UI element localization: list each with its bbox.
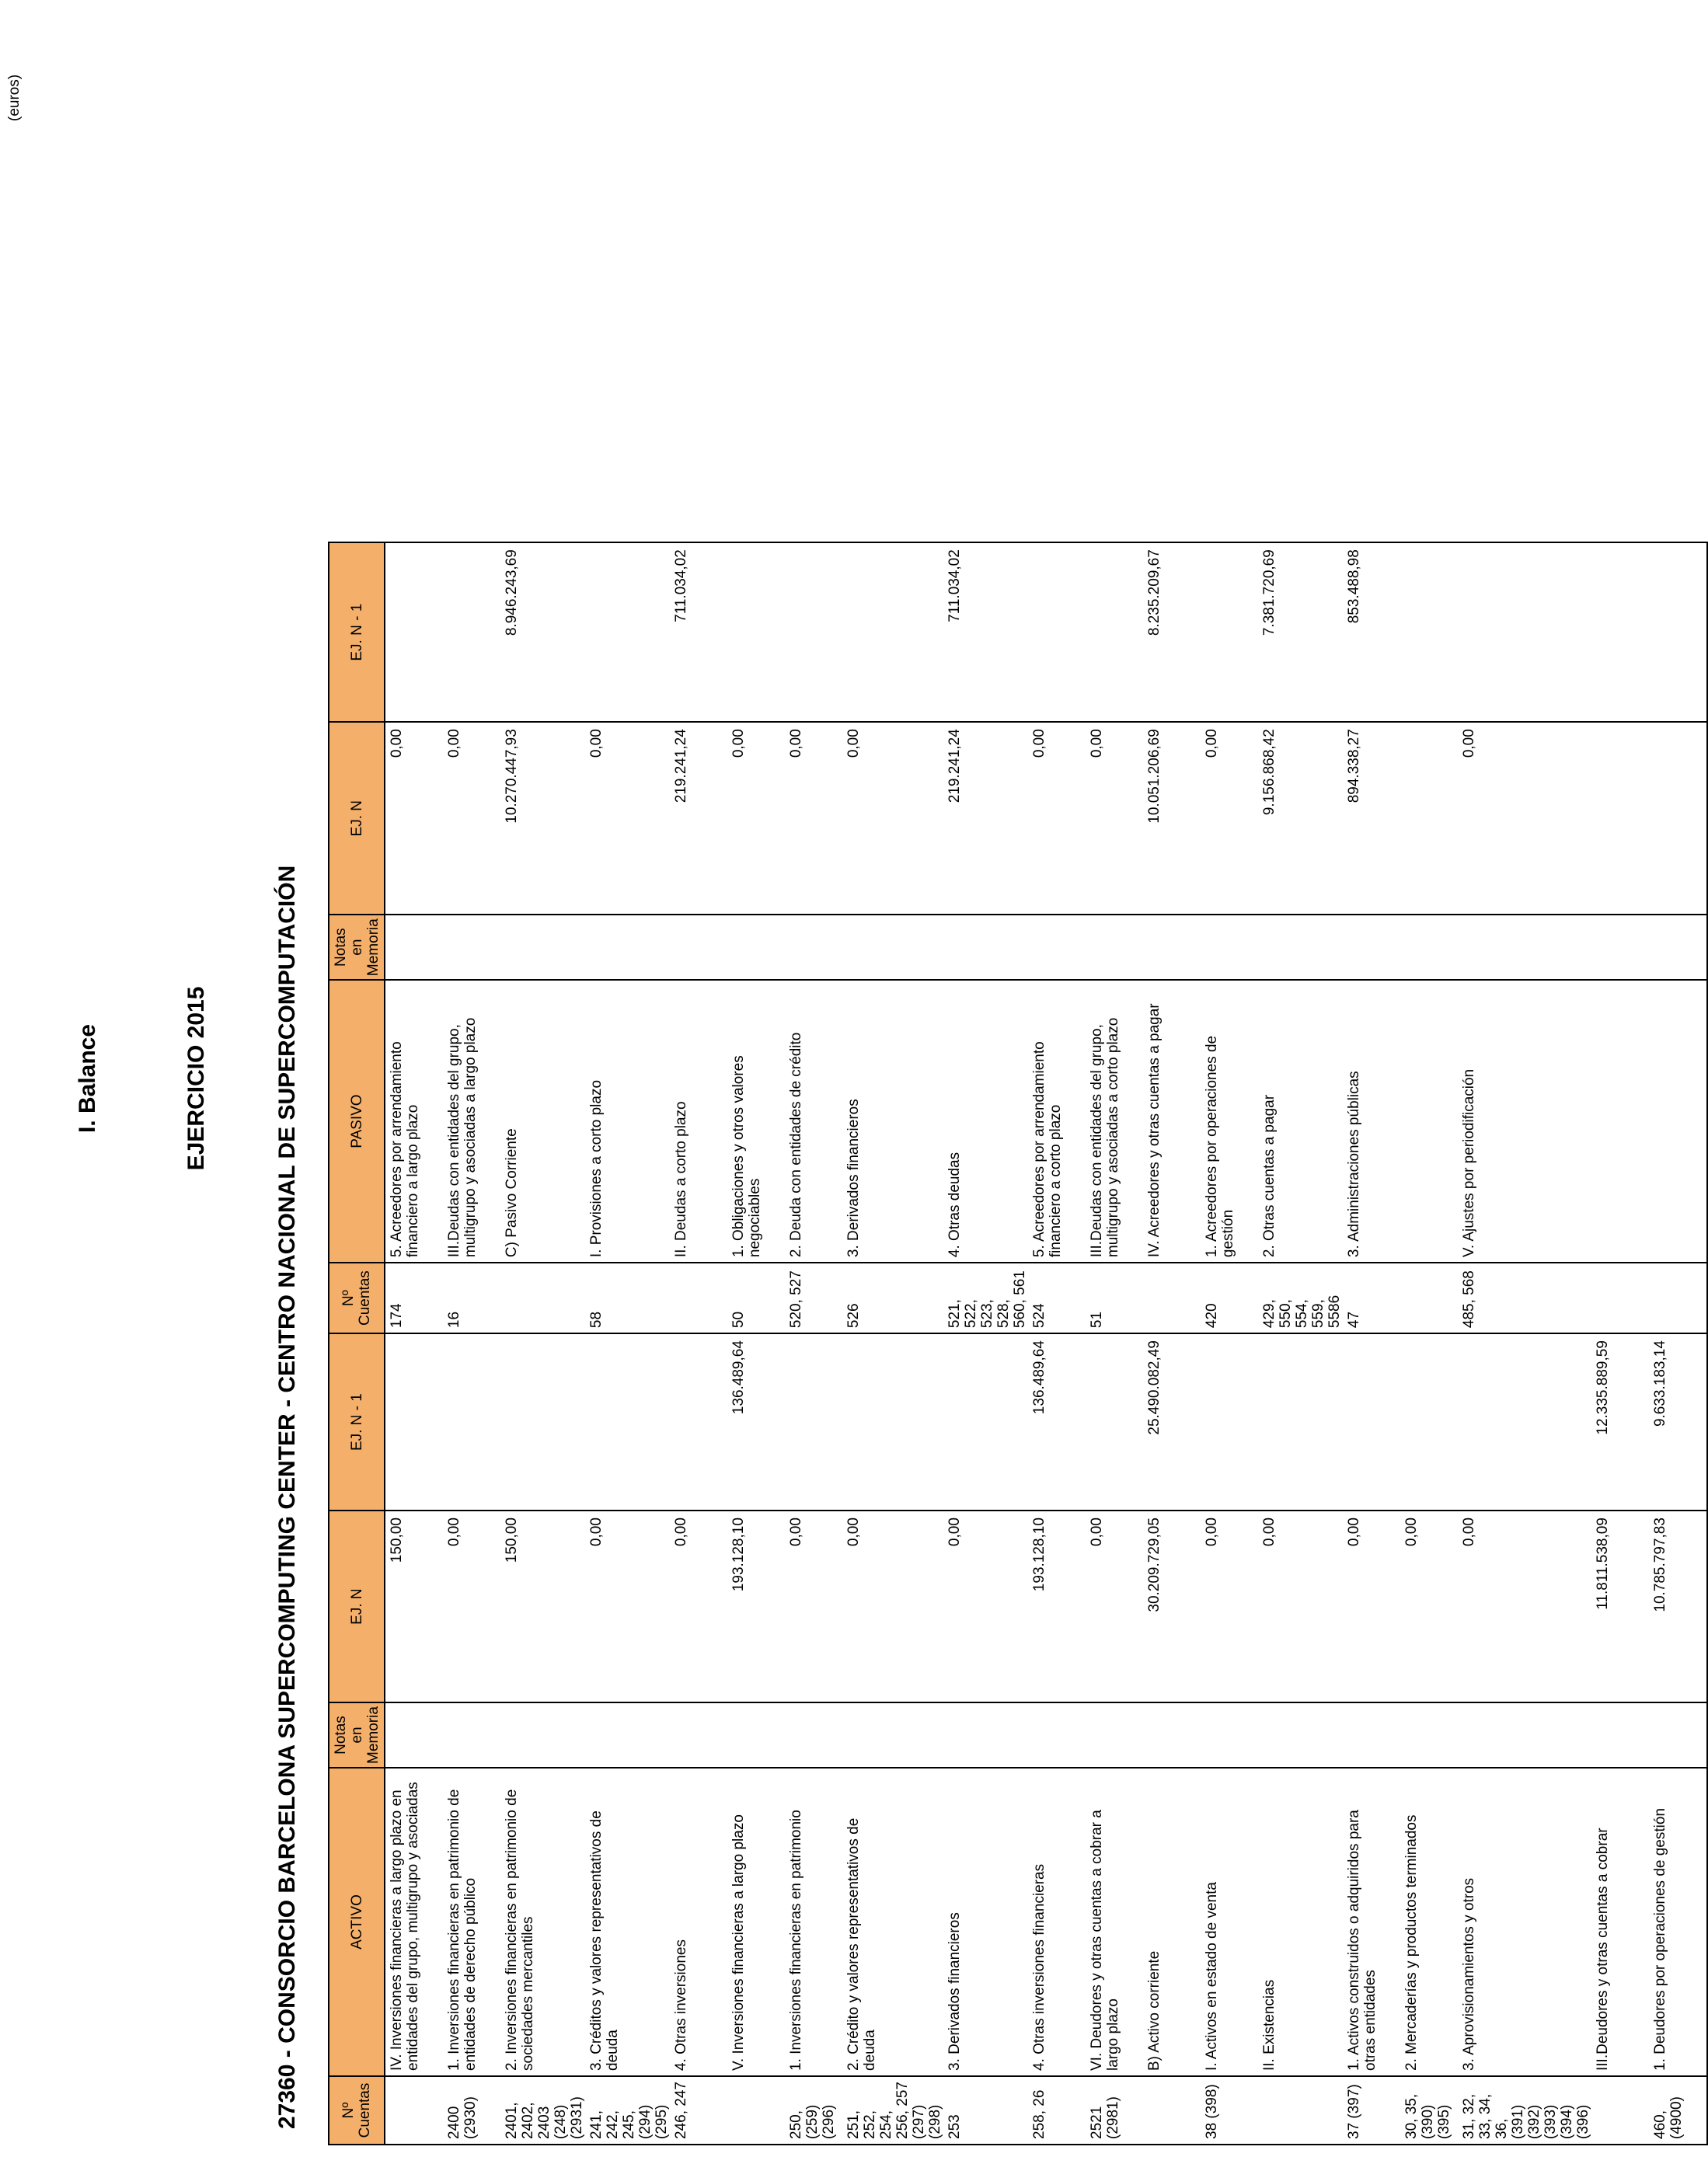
- pasivo-ej-n-cell: 0,00: [785, 722, 842, 915]
- table-row: [1458, 542, 1591, 2145]
- activo-ej-n1-cell: [1201, 1333, 1258, 1511]
- activo-concepto-cell: 3. Créditos y valores representativos de deuda: [585, 1768, 670, 2076]
- activo-notas-cell: [1258, 1702, 1343, 1768]
- activo-ej-n-cell: 0,00: [842, 1511, 943, 1702]
- pasivo-ej-n-cell: 0,00: [1201, 722, 1258, 915]
- activo-ej-n-cell: 0,00: [585, 1511, 670, 1702]
- pasivo-ej-n-cell: 0,00: [385, 722, 443, 915]
- pasivo-concepto-cell: C) Pasivo Corriente: [500, 980, 585, 1263]
- activo-notas-cell: [1028, 1702, 1086, 1768]
- pasivo-ej-n1-cell: [1591, 542, 1649, 722]
- pasivo-ej-n1-cell: 8.946.243,69: [500, 542, 585, 722]
- activo-notas-cell: [1400, 1702, 1458, 1768]
- pasivo-notas-cell: [1649, 915, 1707, 980]
- pasivo-cuentas-cell: 524: [1028, 1263, 1086, 1333]
- header-cuentas-activo: Nº Cuentas: [329, 2076, 385, 2145]
- pasivo-notas-cell: [842, 915, 943, 980]
- activo-cuentas-cell: 2401, 2402, 2403 (248) (2931): [500, 2076, 585, 2145]
- pasivo-cuentas-cell: 485, 568: [1458, 1263, 1591, 1333]
- activo-cuentas-cell: [1258, 2076, 1343, 2145]
- balance-table: [328, 542, 1708, 2145]
- activo-ej-n1-cell: [785, 1333, 842, 1511]
- table-row: [1591, 542, 1649, 2145]
- activo-cuentas-cell: 241, 242, 245, (294) (295): [585, 2076, 670, 2145]
- activo-notas-cell: [443, 1702, 500, 1768]
- table-row: [670, 542, 727, 2145]
- activo-ej-n1-cell: 136.489,64: [1028, 1333, 1086, 1511]
- activo-concepto-cell: III.Deudores y otras cuentas a cobrar: [1591, 1768, 1649, 2076]
- pasivo-cuentas-cell: [1591, 1263, 1649, 1333]
- activo-ej-n-cell: 0,00: [1258, 1511, 1343, 1702]
- activo-ej-n-cell: 0,00: [443, 1511, 500, 1702]
- activo-ej-n1-cell: 25.490.082,49: [1143, 1333, 1201, 1511]
- table-row: [943, 542, 1028, 2145]
- pasivo-concepto-cell: 4. Otras deudas: [943, 980, 1028, 1263]
- activo-ej-n1-cell: [842, 1333, 943, 1511]
- pasivo-ej-n-cell: [1400, 722, 1458, 915]
- pasivo-notas-cell: [785, 915, 842, 980]
- pasivo-notas-cell: [1591, 915, 1649, 980]
- activo-ej-n1-cell: [943, 1333, 1028, 1511]
- header-notas-pasivo: Notas en Memoria: [329, 915, 385, 980]
- header-ej-n1-pasivo: EJ. N - 1: [329, 542, 385, 722]
- activo-concepto-cell: 2. Crédito y valores representativos de deuda: [842, 1768, 943, 2076]
- pasivo-ej-n1-cell: [727, 542, 785, 722]
- pasivo-ej-n1-cell: [1028, 542, 1086, 722]
- pasivo-cuentas-cell: [670, 1263, 727, 1333]
- pasivo-ej-n-cell: 10.270.447,93: [500, 722, 585, 915]
- pasivo-notas-cell: [385, 915, 443, 980]
- pasivo-concepto-cell: V. Ajustes por periodificación: [1458, 980, 1591, 1263]
- pasivo-ej-n1-cell: 8.235.209,67: [1143, 542, 1201, 722]
- pasivo-concepto-cell: 5. Acreedores por arrendamiento financiero a corto plazo: [1028, 980, 1086, 1263]
- pasivo-ej-n1-cell: [1086, 542, 1143, 722]
- pasivo-cuentas-cell: 429, 550, 554, 559, 5586: [1258, 1263, 1343, 1333]
- table-row: [443, 542, 500, 2145]
- activo-ej-n-cell: 0,00: [1343, 1511, 1400, 1702]
- activo-ej-n-cell: 193.128,10: [727, 1511, 785, 1702]
- table-row: [1649, 542, 1707, 2145]
- activo-ej-n1-cell: [670, 1333, 727, 1511]
- pasivo-ej-n-cell: [1649, 722, 1707, 915]
- activo-concepto-cell: V. Inversiones financieras a largo plazo: [727, 1768, 785, 2076]
- activo-concepto-cell: 3. Derivados financieros: [943, 1768, 1028, 2076]
- pasivo-concepto-cell: I. Provisiones a corto plazo: [585, 980, 670, 1263]
- pasivo-notas-cell: [1400, 915, 1458, 980]
- activo-notas-cell: [1143, 1702, 1201, 1768]
- pasivo-ej-n-cell: 0,00: [585, 722, 670, 915]
- pasivo-notas-cell: [1028, 915, 1086, 980]
- pasivo-ej-n1-cell: 711.034,02: [670, 542, 727, 722]
- fiscal-year-heading: EJERCICIO 2015: [183, 986, 209, 1171]
- activo-ej-n-cell: 0,00: [1086, 1511, 1143, 1702]
- activo-notas-cell: [943, 1702, 1028, 1768]
- pasivo-cuentas-cell: 16: [443, 1263, 500, 1333]
- activo-concepto-cell: 2. Mercaderías y productos terminados: [1400, 1768, 1458, 2076]
- pasivo-cuentas-cell: [500, 1263, 585, 1333]
- table-row: [727, 542, 785, 2145]
- activo-concepto-cell: 1. Inversiones financieras en patrimonio de entidades de derecho público: [443, 1768, 500, 2076]
- pasivo-concepto-cell: 2. Deuda con entidades de crédito: [785, 980, 842, 1263]
- header-activo: ACTIVO: [329, 1768, 385, 2076]
- pasivo-concepto-cell: 1. Acreedores por operaciones de gestión: [1201, 980, 1258, 1263]
- activo-ej-n-cell: 0,00: [943, 1511, 1028, 1702]
- activo-ej-n-cell: 0,00: [1458, 1511, 1591, 1702]
- table-row: [785, 542, 842, 2145]
- activo-notas-cell: [842, 1702, 943, 1768]
- pasivo-notas-cell: [585, 915, 670, 980]
- activo-notas-cell: [1591, 1702, 1649, 1768]
- currency-units: (euros): [6, 74, 23, 121]
- activo-ej-n-cell: 11.811.538,09: [1591, 1511, 1649, 1702]
- table-row: [1400, 542, 1458, 2145]
- pasivo-cuentas-cell: [1143, 1263, 1201, 1333]
- pasivo-concepto-cell: 1. Obligaciones y otros valores negociables: [727, 980, 785, 1263]
- activo-ej-n1-cell: [1086, 1333, 1143, 1511]
- header-pasivo: PASIVO: [329, 980, 385, 1263]
- activo-concepto-cell: I. Activos en estado de venta: [1201, 1768, 1258, 2076]
- activo-notas-cell: [500, 1702, 585, 1768]
- table-row: [842, 542, 943, 2145]
- activo-concepto-cell: IV. Inversiones financieras a largo plazo en entidades del grupo, multigrupo y asociadas: [385, 1768, 443, 2076]
- pasivo-concepto-cell: III.Deudas con entidades del grupo, multigrupo y asociadas a largo plazo: [443, 980, 500, 1263]
- pasivo-ej-n1-cell: [842, 542, 943, 722]
- pasivo-concepto-cell: 5. Acreedores por arrendamiento financiero a largo plazo: [385, 980, 443, 1263]
- pasivo-cuentas-cell: [1649, 1263, 1707, 1333]
- activo-cuentas-cell: 30, 35, (390) (395): [1400, 2076, 1458, 2145]
- table-row: [585, 542, 670, 2145]
- activo-ej-n-cell: 0,00: [1400, 1511, 1458, 1702]
- activo-concepto-cell: B) Activo corriente: [1143, 1768, 1201, 2076]
- activo-cuentas-cell: [1591, 2076, 1649, 2145]
- activo-concepto-cell: 1. Activos construidos o adquiridos para otras entidades: [1343, 1768, 1400, 2076]
- activo-notas-cell: [1649, 1702, 1707, 1768]
- pasivo-ej-n1-cell: [785, 542, 842, 722]
- activo-concepto-cell: 4. Otras inversiones financieras: [1028, 1768, 1086, 2076]
- table-row: [1028, 542, 1086, 2145]
- table-header-row: [329, 542, 385, 2145]
- activo-concepto-cell: 3. Aprovisionamientos y otros: [1458, 1768, 1591, 2076]
- table-row: [500, 542, 585, 2145]
- activo-ej-n1-cell: [443, 1333, 500, 1511]
- table-row: [1201, 542, 1258, 2145]
- pasivo-ej-n-cell: 219.241,24: [943, 722, 1028, 915]
- pasivo-cuentas-cell: 47: [1343, 1263, 1400, 1333]
- activo-cuentas-cell: 460, (4900): [1649, 2076, 1707, 2145]
- pasivo-cuentas-cell: 521, 522, 523, 528, 560, 561: [943, 1263, 1028, 1333]
- activo-cuentas-cell: 246, 247: [670, 2076, 727, 2145]
- pasivo-ej-n1-cell: 853.488,98: [1343, 542, 1400, 722]
- table-row: [1343, 542, 1400, 2145]
- pasivo-concepto-cell: [1649, 980, 1707, 1263]
- pasivo-ej-n-cell: 10.051.206,69: [1143, 722, 1201, 915]
- pasivo-concepto-cell: III.Deudas con entidades del grupo, multigrupo y asociadas a corto plazo: [1086, 980, 1143, 1263]
- pasivo-concepto-cell: 2. Otras cuentas a pagar: [1258, 980, 1343, 1263]
- header-ej-n-pasivo: EJ. N: [329, 722, 385, 915]
- pasivo-notas-cell: [727, 915, 785, 980]
- activo-notas-cell: [385, 1702, 443, 1768]
- activo-cuentas-cell: 31, 32, 33, 34, 36, (391) (392) (393) (394) (396): [1458, 2076, 1591, 2145]
- document-title: I. Balance: [75, 1023, 100, 1134]
- header-ej-n-activo: EJ. N: [329, 1511, 385, 1702]
- pasivo-ej-n-cell: 219.241,24: [670, 722, 727, 915]
- pasivo-concepto-cell: 3. Administraciones públicas: [1343, 980, 1400, 1263]
- pasivo-concepto-cell: [1591, 980, 1649, 1263]
- activo-concepto-cell: 1. Deudores por operaciones de gestión: [1649, 1768, 1707, 2076]
- pasivo-notas-cell: [1458, 915, 1591, 980]
- activo-notas-cell: [1343, 1702, 1400, 1768]
- pasivo-ej-n-cell: [1591, 722, 1649, 915]
- activo-cuentas-cell: 251, 252, 254, 256, 257 (297) (298): [842, 2076, 943, 2145]
- activo-ej-n1-cell: 12.335.889,59: [1591, 1333, 1649, 1511]
- pasivo-ej-n1-cell: [443, 542, 500, 722]
- pasivo-cuentas-cell: 58: [585, 1263, 670, 1333]
- activo-concepto-cell: 2. Inversiones financieras en patrimonio de sociedades mercantiles: [500, 1768, 585, 2076]
- pasivo-cuentas-cell: [1400, 1263, 1458, 1333]
- pasivo-concepto-cell: 3. Derivados financieros: [842, 980, 943, 1263]
- entity-heading: 27360 - CONSORCIO BARCELONA SUPERCOMPUTING CENTER - CENTRO NACIONAL DE SUPERCOMPUTACIÓN: [274, 865, 300, 2129]
- activo-ej-n-cell: 0,00: [1201, 1511, 1258, 1702]
- activo-cuentas-cell: 38 (398): [1201, 2076, 1258, 2145]
- header-ej-n1-activo: EJ. N - 1: [329, 1333, 385, 1511]
- pasivo-ej-n-cell: 0,00: [1028, 722, 1086, 915]
- pasivo-ej-n-cell: 0,00: [842, 722, 943, 915]
- activo-notas-cell: [1458, 1702, 1591, 1768]
- pasivo-cuentas-cell: 50: [727, 1263, 785, 1333]
- activo-cuentas-cell: [727, 2076, 785, 2145]
- pasivo-notas-cell: [1143, 915, 1201, 980]
- table-row: [1258, 542, 1343, 2145]
- pasivo-notas-cell: [1201, 915, 1258, 980]
- header-cuentas-pasivo: Nº Cuentas: [329, 1263, 385, 1333]
- activo-cuentas-cell: 2521 (2981): [1086, 2076, 1143, 2145]
- pasivo-notas-cell: [670, 915, 727, 980]
- pasivo-ej-n-cell: 0,00: [1086, 722, 1143, 915]
- activo-notas-cell: [670, 1702, 727, 1768]
- pasivo-cuentas-cell: 520, 527: [785, 1263, 842, 1333]
- activo-notas-cell: [1201, 1702, 1258, 1768]
- activo-concepto-cell: 1. Inversiones financieras en patrimonio: [785, 1768, 842, 2076]
- header-notas-activo: Notas en Memoria: [329, 1702, 385, 1768]
- pasivo-notas-cell: [1086, 915, 1143, 980]
- activo-ej-n1-cell: [1400, 1333, 1458, 1511]
- activo-ej-n-cell: 0,00: [670, 1511, 727, 1702]
- pasivo-cuentas-cell: 51: [1086, 1263, 1143, 1333]
- activo-cuentas-cell: 258, 26: [1028, 2076, 1086, 2145]
- pasivo-cuentas-cell: 526: [842, 1263, 943, 1333]
- pasivo-ej-n1-cell: 7.381.720,69: [1258, 542, 1343, 722]
- activo-ej-n1-cell: 136.489,64: [727, 1333, 785, 1511]
- activo-notas-cell: [785, 1702, 842, 1768]
- table-row: [1086, 542, 1143, 2145]
- pasivo-ej-n-cell: 9.156.868,42: [1258, 722, 1343, 915]
- activo-ej-n1-cell: [500, 1333, 585, 1511]
- pasivo-cuentas-cell: 420: [1201, 1263, 1258, 1333]
- table-row: [385, 542, 443, 2145]
- activo-concepto-cell: II. Existencias: [1258, 1768, 1343, 2076]
- activo-ej-n-cell: 193.128,10: [1028, 1511, 1086, 1702]
- pasivo-ej-n1-cell: [385, 542, 443, 722]
- pasivo-notas-cell: [443, 915, 500, 980]
- activo-ej-n1-cell: [385, 1333, 443, 1511]
- pasivo-ej-n-cell: 0,00: [443, 722, 500, 915]
- activo-ej-n1-cell: [1258, 1333, 1343, 1511]
- pasivo-ej-n1-cell: [1458, 542, 1591, 722]
- activo-ej-n-cell: 150,00: [500, 1511, 585, 1702]
- activo-ej-n1-cell: 9.633.183,14: [1649, 1333, 1707, 1511]
- pasivo-ej-n1-cell: [1400, 542, 1458, 722]
- pasivo-notas-cell: [1258, 915, 1343, 980]
- pasivo-concepto-cell: IV. Acreedores y otras cuentas a pagar: [1143, 980, 1201, 1263]
- pasivo-notas-cell: [943, 915, 1028, 980]
- activo-notas-cell: [1086, 1702, 1143, 1768]
- activo-ej-n1-cell: [585, 1333, 670, 1511]
- activo-ej-n-cell: 0,00: [785, 1511, 842, 1702]
- pasivo-cuentas-cell: 174: [385, 1263, 443, 1333]
- activo-ej-n-cell: 150,00: [385, 1511, 443, 1702]
- pasivo-concepto-cell: [1400, 980, 1458, 1263]
- activo-cuentas-cell: 250, (259) (296): [785, 2076, 842, 2145]
- pasivo-concepto-cell: II. Deudas a corto plazo: [670, 980, 727, 1263]
- pasivo-ej-n-cell: 0,00: [727, 722, 785, 915]
- pasivo-ej-n-cell: 894.338,27: [1343, 722, 1400, 915]
- table-row: [1143, 542, 1201, 2145]
- activo-ej-n1-cell: [1343, 1333, 1400, 1511]
- pasivo-ej-n-cell: 0,00: [1458, 722, 1591, 915]
- activo-cuentas-cell: 253: [943, 2076, 1028, 2145]
- pasivo-ej-n1-cell: 711.034,02: [943, 542, 1028, 722]
- pasivo-notas-cell: [500, 915, 585, 980]
- activo-cuentas-cell: 2400 (2930): [443, 2076, 500, 2145]
- activo-ej-n1-cell: [1458, 1333, 1591, 1511]
- activo-notas-cell: [727, 1702, 785, 1768]
- activo-cuentas-cell: [385, 2076, 443, 2145]
- pasivo-notas-cell: [1343, 915, 1400, 980]
- activo-concepto-cell: VI. Deudores y otras cuentas a cobrar a largo plazo: [1086, 1768, 1143, 2076]
- pasivo-ej-n1-cell: [1201, 542, 1258, 722]
- activo-cuentas-cell: [1143, 2076, 1201, 2145]
- activo-ej-n-cell: 10.785.797,83: [1649, 1511, 1707, 1702]
- activo-ej-n-cell: 30.209.729,05: [1143, 1511, 1201, 1702]
- pasivo-ej-n1-cell: [585, 542, 670, 722]
- activo-notas-cell: [585, 1702, 670, 1768]
- pasivo-ej-n1-cell: [1649, 542, 1707, 722]
- activo-cuentas-cell: 37 (397): [1343, 2076, 1400, 2145]
- activo-concepto-cell: 4. Otras inversiones: [670, 1768, 727, 2076]
